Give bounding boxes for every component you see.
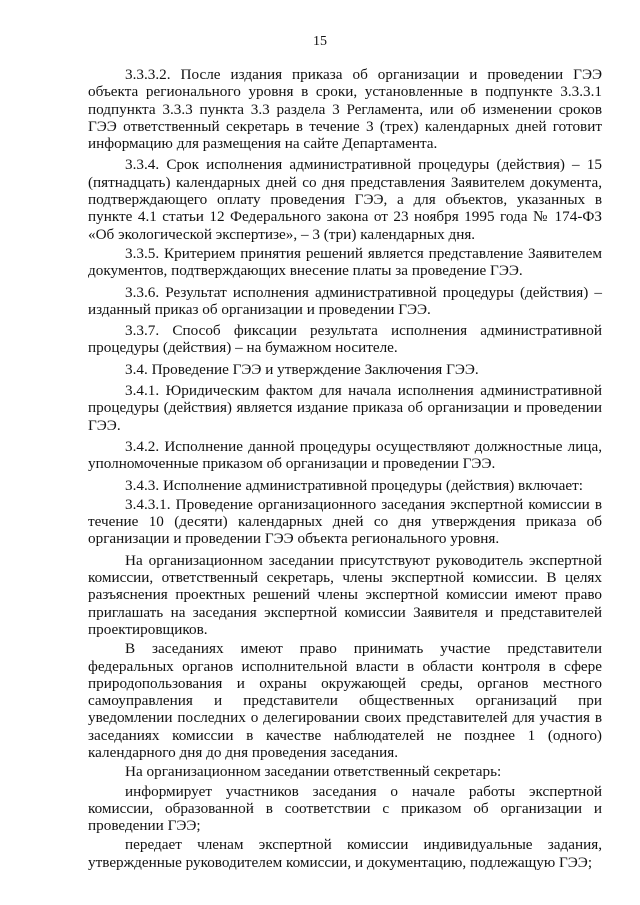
paragraph-3-4-1: 3.4.1. Юридическим фактом для начала исполнения административной процедуры (действия) является издание приказа об организации и проведении ГЭЭ. (88, 382, 602, 434)
paragraph-informs: информирует участников заседания о начале работы экспертной комиссии, образованной в соответствии с приказом об организации и проведении ГЭЭ; (88, 782, 602, 835)
paragraph-3-4-2: 3.4.2. Исполнение данной процедуры осуществляют должностные лица, уполномоченные приказом об организации и проведении ГЭЭ. (88, 437, 602, 473)
paragraph-organizational-meeting: На организационном заседании присутствуют руководитель экспертной комиссии, ответственный секретарь, члены экспертной комиссии. В целях разъяснения проектных решений члены экспертной комиссии имеют право приглашать на заседания экспертной комиссии Заявителя и представителей проектировщиков. (88, 551, 602, 638)
paragraph-transfers: передает членам экспертной комиссии индивидуальные задания, утвержденные руководителем комиссии, и документацию, подлежащую ГЭЭ; (88, 836, 602, 871)
document-body (88, 66, 602, 871)
page-number: 15 (313, 34, 327, 49)
paragraph-3-3-6: 3.3.6. Результат исполнения административной процедуры (действия) – изданный приказ об организации и проведении ГЭЭ. (88, 283, 602, 318)
paragraph-3-3-3-2: 3.3.3.2. После издания приказа об организации и проведении ГЭЭ объекта регионального уровня в сроки, установленные в подпункте 3.3.3.1 подпункта 3.3.3 пункта 3.3 раздела 3 Регламента, или об изменении сроков ГЭЭ ответственный секретарь в течение 3 (трех) календарных дней готовит информацию для размещения на сайте Департамента. (88, 66, 602, 153)
paragraph-3-3-7: 3.3.7. Способ фиксации результата исполнения административной процедуры (действия) – на бумажном носителе. (88, 322, 602, 357)
paragraph-3-4-3-1: 3.4.3.1. Проведение организационного заседания экспертной комиссии в течение 10 (десяти) календарных дней со дня утверждения приказа об организации и проведении ГЭЭ объекта регионального уровня. (88, 495, 602, 548)
paragraph-3-4-3: 3.4.3. Исполнение административной процедуры (действия) включает: (125, 476, 583, 494)
paragraph-3-4: 3.4. Проведение ГЭЭ и утверждение Заключения ГЭЭ. (125, 360, 479, 378)
paragraph-observers: В заседаниях имеют право принимать участие представители федеральных органов исполнительной власти в области контроля в сфере природопользования и охраны окружающей среды, органов местного самоуправления и представители общественных организаций при уведомлении последних о делегировании своих представителей для участия в заседаниях комиссии в качестве наблюдателей не позднее 1 (одного) календарного дня до дня проведения заседания. (88, 640, 602, 761)
paragraph-3-3-4: 3.3.4. Срок исполнения административной процедуры (действия) – 15 (пятнадцать) календарных дней со дня представления Заявителем документа, подтверждающего оплату проведения ГЭЭ, а для объектов, указанных в пункте 4.1 статьи 12 Федерального закона от 23 ноября 1995 года № 174-ФЗ «Об экологической экспертизе», – 3 (три) календарных дня. (88, 156, 602, 243)
paragraph-secretary-duties: На организационном заседании ответственный секретарь: (125, 763, 502, 781)
paragraph-3-3-5: 3.3.5. Критерием принятия решений является представление Заявителем документов, подтверждающих внесение платы за проведение ГЭЭ. (88, 244, 602, 280)
